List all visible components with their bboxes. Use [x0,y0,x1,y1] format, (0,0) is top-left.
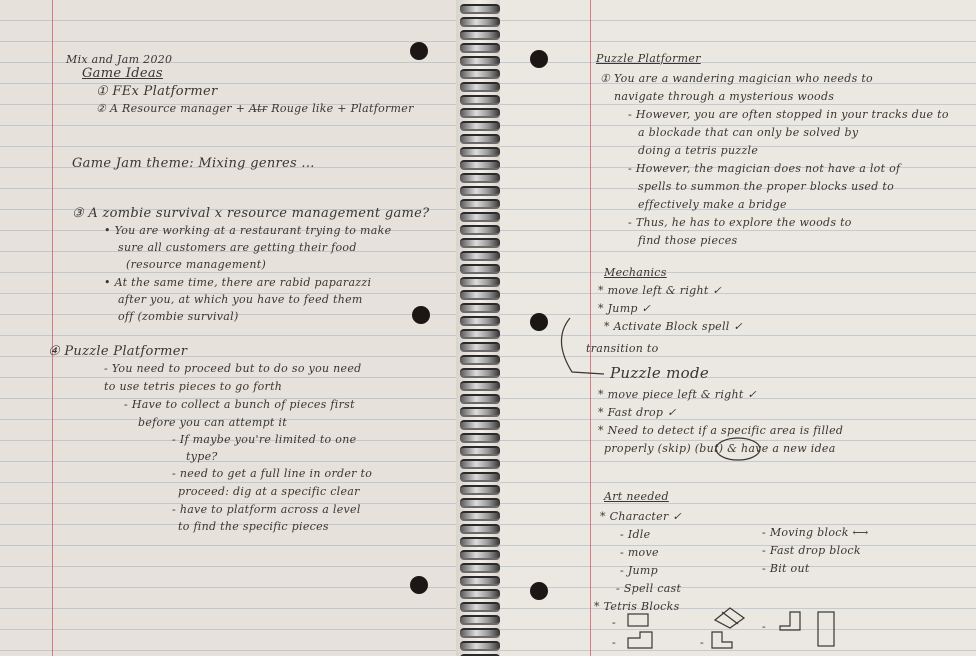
idea-4-line: - Have to collect a bunch of pieces first [124,398,355,411]
art-left-item: - Spell cast [616,582,682,595]
spiral-coil [460,4,500,14]
tetris-dash: - [762,620,767,633]
idea-4-line: type? [186,450,218,463]
idea-4-line: before you can attempt it [138,416,287,429]
right-title: Puzzle Platformer [596,52,701,65]
idea-2: ② A Resource manager + A̶t̶r̶ Rouge like + Platformer [96,102,414,115]
spiral-coil [460,134,500,144]
spiral-coil [460,290,500,300]
idea-3-line: after you, at which you have to feed them [118,293,363,306]
spiral-coil [460,433,500,443]
game-ideas-heading: Game Ideas [82,66,163,81]
spiral-coil [460,615,500,625]
mechanic-item: * Jump ✓ [598,302,652,315]
spiral-coil [460,602,500,612]
spiral-coil [460,82,500,92]
concept-line: a blockade that can only be solved by [638,126,859,139]
art-right-item: - Bit out [762,562,810,575]
idea-4-line: - If maybe you're limited to one [172,433,357,446]
idea-3-line: • You are working at a restaurant trying to make [104,224,392,237]
spiral-coil [460,173,500,183]
spiral-coil [460,381,500,391]
puzzle-item: * Need to detect if a specific area is filled [598,424,844,437]
spiral-coil [460,563,500,573]
spiral-coil [460,316,500,326]
spiral-coil [460,43,500,53]
tetris-dash: - [612,616,617,629]
spiral-coil [460,524,500,534]
spiral-coil [460,498,500,508]
art-heading: Art needed [604,490,669,503]
idea-3-line: sure all customers are getting their food [118,241,357,254]
spiral-coil [460,108,500,118]
tetris-block-sketch [628,614,648,626]
concept-line: - However, you are often stopped in your tracks due to [628,108,949,121]
transition-arrow [561,318,604,374]
idea-4-line: proceed: dig at a specific clear [178,485,360,498]
tetris-dash: - [612,636,617,649]
spiral-coil [460,472,500,482]
spiral-coil [460,264,500,274]
punch-hole [410,42,428,60]
tetris-block-sketch [715,608,744,628]
spiral-coil [460,199,500,209]
puzzle-mode-heading: Puzzle mode [610,364,710,382]
spiral-coil [460,641,500,651]
spiral-coil [460,576,500,586]
spiral-coil [460,147,500,157]
mechanics-heading: Mechanics [604,266,667,279]
idea-4-line: to use tetris pieces to go forth [104,380,283,393]
idea-3-line: • At the same time, there are rabid paparazzi [104,276,372,289]
circled-but [716,438,760,460]
spiral-coil [460,225,500,235]
spiral-coil [460,342,500,352]
left-page [0,0,460,656]
spiral-coil [460,355,500,365]
spiral-coil [460,212,500,222]
idea-4-title: ④ Puzzle Platformer [48,344,188,359]
concept-line: ① You are a wandering magician who needs to [600,72,873,85]
right-page [500,0,976,656]
art-right-item: - Fast drop block [762,544,861,557]
punch-hole [410,576,428,594]
art-left-item: - Jump [620,564,658,577]
idea-4-line: - need to get a full line in order to [172,467,373,480]
spiral-coil [460,277,500,287]
concept-line: navigate through a mysterious woods [614,90,835,103]
idea-4-line: to find the specific pieces [178,520,329,533]
spiral-coil [460,30,500,40]
jam-theme: Game Jam theme: Mixing genres ... [72,156,315,171]
spiral-coil [460,238,500,248]
spiral-coil [460,407,500,417]
spiral-coil [460,589,500,599]
spiral-coil [460,550,500,560]
spiral-coil [460,56,500,66]
idea-1: ① FEx Platformer [96,84,218,99]
spiral-coil [460,511,500,521]
tetris-block-sketch [780,612,800,630]
spiral-coil [460,121,500,131]
spiral-binding [456,0,504,656]
idea-3-line: (resource management) [126,258,267,271]
spiral-coil [460,186,500,196]
idea-4-line: - have to platform across a level [172,503,361,516]
spiral-coil [460,446,500,456]
puzzle-item: * move piece left & right ✓ [598,388,757,401]
mechanic-item: * Activate Block spell ✓ [604,320,743,333]
spiral-coil [460,628,500,638]
art-left-item: - Idle [620,528,651,541]
tetris-blocks-label: * Tetris Blocks [594,600,680,613]
concept-line: spells to summon the proper blocks used to [638,180,895,193]
idea-4-line: - You need to proceed but to do so you need [104,362,362,375]
left-margin-line [52,0,53,656]
tetris-block-sketch [818,612,834,646]
puzzle-item: * Fast drop ✓ [598,406,677,419]
spiral-coil [460,17,500,27]
concept-line: doing a tetris puzzle [638,144,759,157]
art-character: * Character ✓ [600,510,682,523]
spiral-coil [460,485,500,495]
transition-text: transition to [586,342,659,355]
punch-hole [412,306,430,324]
concept-line: - Thus, he has to explore the woods to [628,216,852,229]
mechanic-item: * move left & right ✓ [598,284,722,297]
spiral-coil [460,95,500,105]
spiral-coil [460,303,500,313]
concept-line: - However, the magician does not have a lot of [628,162,901,175]
date-text: Mix and Jam 2020 [66,53,173,66]
spiral-coil [460,69,500,79]
spiral-coil [460,394,500,404]
spiral-coil [460,329,500,339]
spiral-coil [460,459,500,469]
pen-sketches [500,0,976,656]
tetris-block-sketch [628,632,652,648]
spiral-coil [460,368,500,378]
spiral-coil [460,537,500,547]
concept-line: effectively make a bridge [638,198,787,211]
art-right-item: - Moving block ⟷ [762,526,869,539]
tetris-dash: - [700,636,705,649]
spiral-coil [460,160,500,170]
art-left-item: - move [620,546,659,559]
spiral-coil [460,251,500,261]
tetris-block-sketch [712,632,732,648]
idea-3-line: off (zombie survival) [118,310,239,323]
idea-3-title: ③ A zombie survival x resource management game? [72,206,430,221]
spiral-coil [460,420,500,430]
puzzle-item: properly (skip) (but) & have a new idea [604,442,836,455]
concept-line: find those pieces [638,234,738,247]
